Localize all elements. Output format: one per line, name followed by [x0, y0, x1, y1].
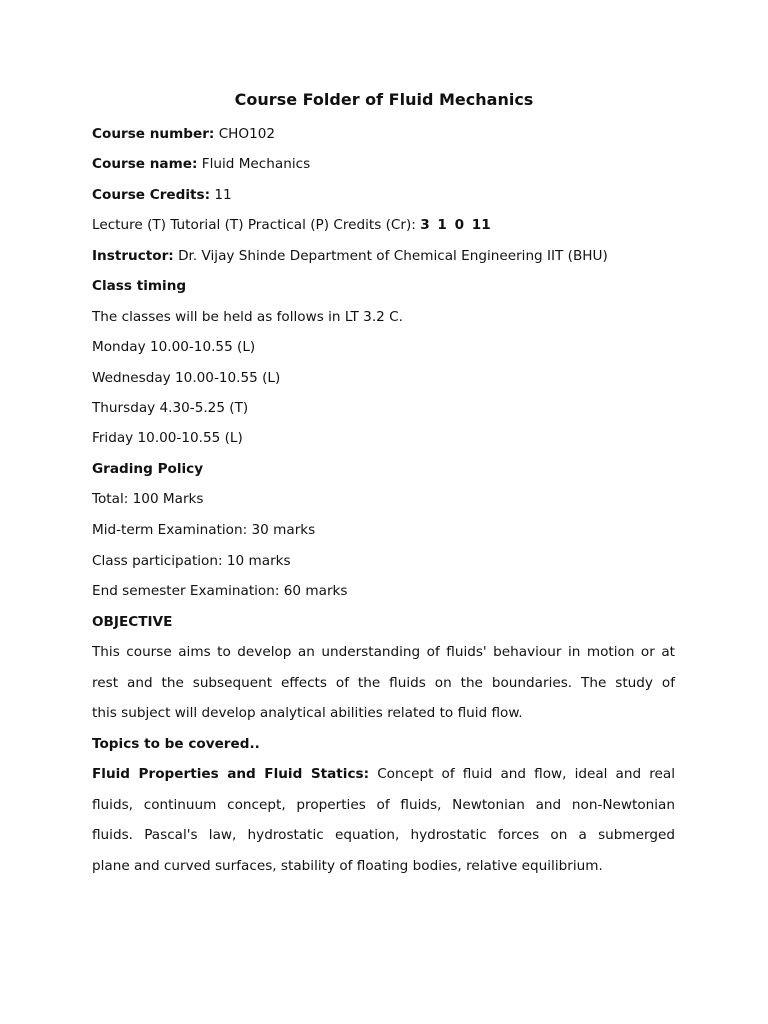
course-number-label: Course number:: [92, 126, 215, 142]
grading-item: Total: 100 Marks: [92, 491, 204, 507]
class-timing-heading: Class timing: [92, 278, 187, 294]
objective-line: this subject will develop analytical abilities related to fluid flow.: [92, 705, 523, 721]
schedule-item: Friday 10.00-10.55 (L): [92, 430, 243, 446]
objective-line: This course aims to develop an understanding of fluids' behaviour in motion or at: [92, 644, 675, 660]
grading-heading: Grading Policy: [92, 461, 204, 477]
course-name-line: [92, 154, 310, 174]
topic-title: Fluid Properties and Fluid Statics:: [92, 766, 370, 782]
instructor-line: [92, 246, 608, 266]
topics-paragraph: [92, 759, 675, 881]
instructor-label: Instructor:: [92, 248, 174, 264]
objective-heading: OBJECTIVE: [92, 614, 173, 630]
objective-line: rest and the subsequent effects of the fluids on the boundaries. The study of: [92, 674, 675, 691]
course-number-value: CHO102: [218, 126, 276, 142]
page-title: Course Folder of Fluid Mechanics: [234, 90, 534, 109]
topic-text: Concept of fluid and flow, ideal and real: [377, 766, 676, 782]
ltpc-label: Lecture (T) Tutorial (T) Practical (P) Credits (Cr):: [92, 217, 416, 233]
schedule-item: Thursday 4.30-5.25 (T): [92, 400, 249, 416]
topics-line: [92, 759, 675, 790]
class-timing-intro: The classes will be held as follows in LT 3.2 C.: [92, 309, 403, 325]
topics-line: fluids. Pascal's law, hydrostatic equation, hydrostatic forces on a submerged: [92, 827, 675, 843]
instructor-value: Dr. Vijay Shinde Department of Chemical Engineering IIT (BHU): [178, 248, 608, 264]
grading-item: Mid-term Examination: 30 marks: [92, 522, 316, 538]
course-name-value: Fluid Mechanics: [201, 156, 311, 172]
ltpc-value: 3 1 0 11: [420, 217, 491, 233]
topics-line: fluids, continuum concept, properties of fluids, Newtonian and non-Newtonian: [92, 796, 675, 813]
schedule-item: Monday 10.00-10.55 (L): [92, 339, 256, 355]
grading-item: End semester Examination: 60 marks: [92, 583, 348, 599]
course-credits-value: 11: [214, 187, 232, 203]
course-credits-label: Course Credits:: [92, 187, 211, 203]
objective-paragraph: [92, 637, 675, 729]
grading-item: Class participation: 10 marks: [92, 553, 291, 569]
course-number-line: [92, 124, 275, 144]
course-credits-line: [92, 185, 232, 205]
topics-heading: Topics to be covered..: [92, 736, 260, 752]
topics-line: plane and curved surfaces, stability of floating bodies, relative equilibrium.: [92, 857, 603, 874]
ltpc-line: [92, 215, 491, 235]
schedule-item: Wednesday 10.00-10.55 (L): [92, 370, 281, 386]
course-name-label: Course name:: [92, 156, 198, 172]
